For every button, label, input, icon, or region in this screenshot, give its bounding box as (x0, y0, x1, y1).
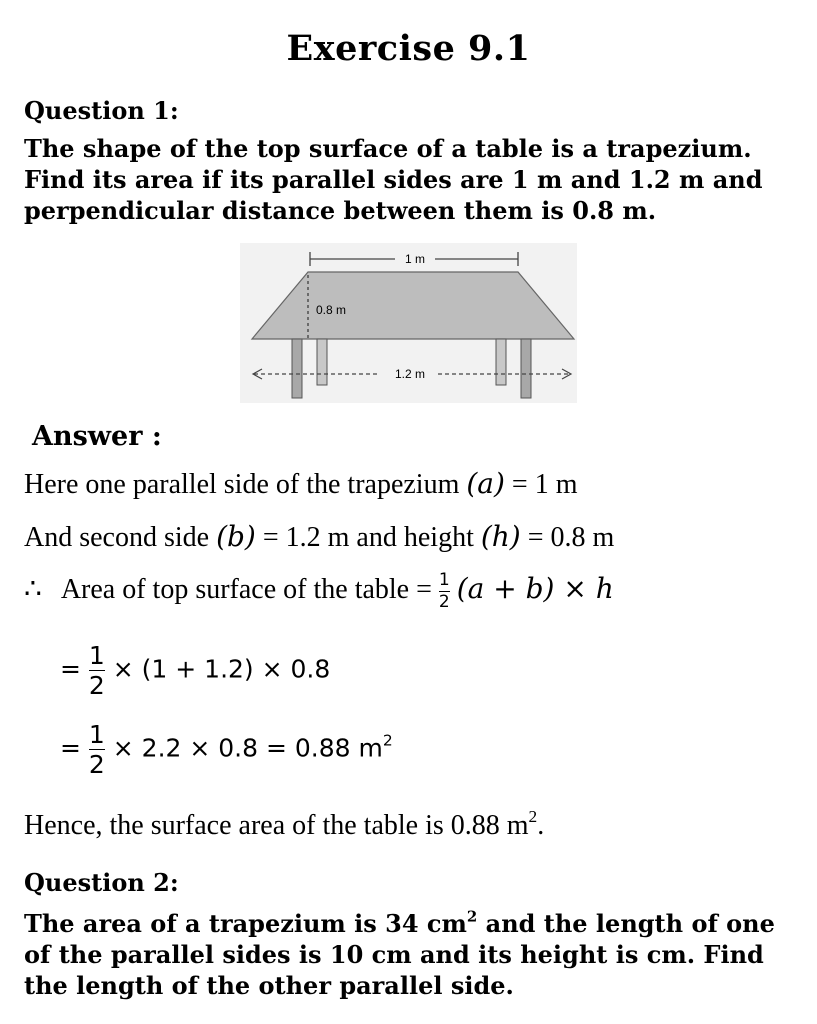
calculation-expression: × (1 + 1.2) × 0.8 (112, 654, 331, 684)
fraction: $\frac{1}{2}$ (438, 570, 450, 613)
top-side-label: 1 m (404, 252, 426, 266)
height-label: 0.8 m (316, 303, 347, 317)
answer-text: Here one parallel side of the trapezium (24, 469, 460, 500)
equals-sign: = (60, 654, 81, 684)
variable-a: (a) (466, 467, 505, 500)
question-1-line: The shape of the top surface of a table is a trapezium. (24, 134, 752, 163)
answer-conclusion (24, 806, 545, 842)
calculation-step-2 (60, 722, 393, 777)
exponent: 2 (382, 731, 393, 750)
table-leg (521, 339, 531, 398)
question-2-line: The area of a trapezium is 34 $cm^2$ and the length of one (24, 907, 775, 938)
exponent: 2 (528, 806, 538, 826)
table-trapezium-figure (240, 243, 577, 403)
equals-sign: = (60, 733, 81, 763)
answer-line-2 (24, 520, 614, 554)
question-2-line: of the parallel sides is 10 cm and its height is cm. Find (24, 940, 764, 969)
answer-line-3 (24, 572, 614, 611)
answer-text: And second side (24, 522, 210, 553)
calculation-step-1 (60, 643, 330, 698)
formula-expression: (a + b) × h (456, 572, 614, 605)
variable-b: (b) (216, 520, 256, 553)
question-2-text (24, 908, 804, 1001)
table-diagram (240, 243, 577, 403)
answer-heading: Answer : (32, 421, 162, 452)
question-1-text (24, 133, 804, 226)
question-1-line: perpendicular distance between them is 0.8 m. (24, 196, 657, 225)
question-2-heading: Question 2: (24, 868, 179, 897)
answer-text: = 1 m (511, 469, 578, 500)
exponent: 2 (466, 907, 478, 926)
table-leg (292, 339, 302, 398)
therefore-symbol: ∴ (24, 574, 42, 605)
question-1-line: Find its area if its parallel sides are 1 m and 1.2 m and (24, 165, 763, 194)
answer-text: = 0.8 m (527, 522, 615, 553)
bottom-side-label: 1.2 m (394, 367, 426, 381)
answer-text: Hence, the surface area of the table is 0.88 m (24, 810, 529, 841)
answer-text: Area of top surface of the table = (60, 574, 432, 605)
variable-h: (h) (480, 520, 521, 553)
table-top-trapezium (252, 272, 574, 339)
table-leg (496, 339, 506, 385)
answer-line-1 (24, 467, 577, 501)
question-1-heading: Question 1: (24, 96, 179, 125)
page-title: Exercise 9.1 (286, 28, 531, 69)
fraction: $\frac{1}{2}$ (88, 641, 105, 700)
table-leg (317, 339, 327, 385)
answer-text: . (537, 810, 545, 841)
calculation-expression: × 2.2 × 0.8 = 0.88 m (112, 733, 383, 763)
fraction: $\frac{1}{2}$ (88, 720, 105, 779)
answer-text: = 1.2 m and height (262, 522, 474, 553)
question-2-line: the length of the other parallel side. (24, 971, 514, 1000)
